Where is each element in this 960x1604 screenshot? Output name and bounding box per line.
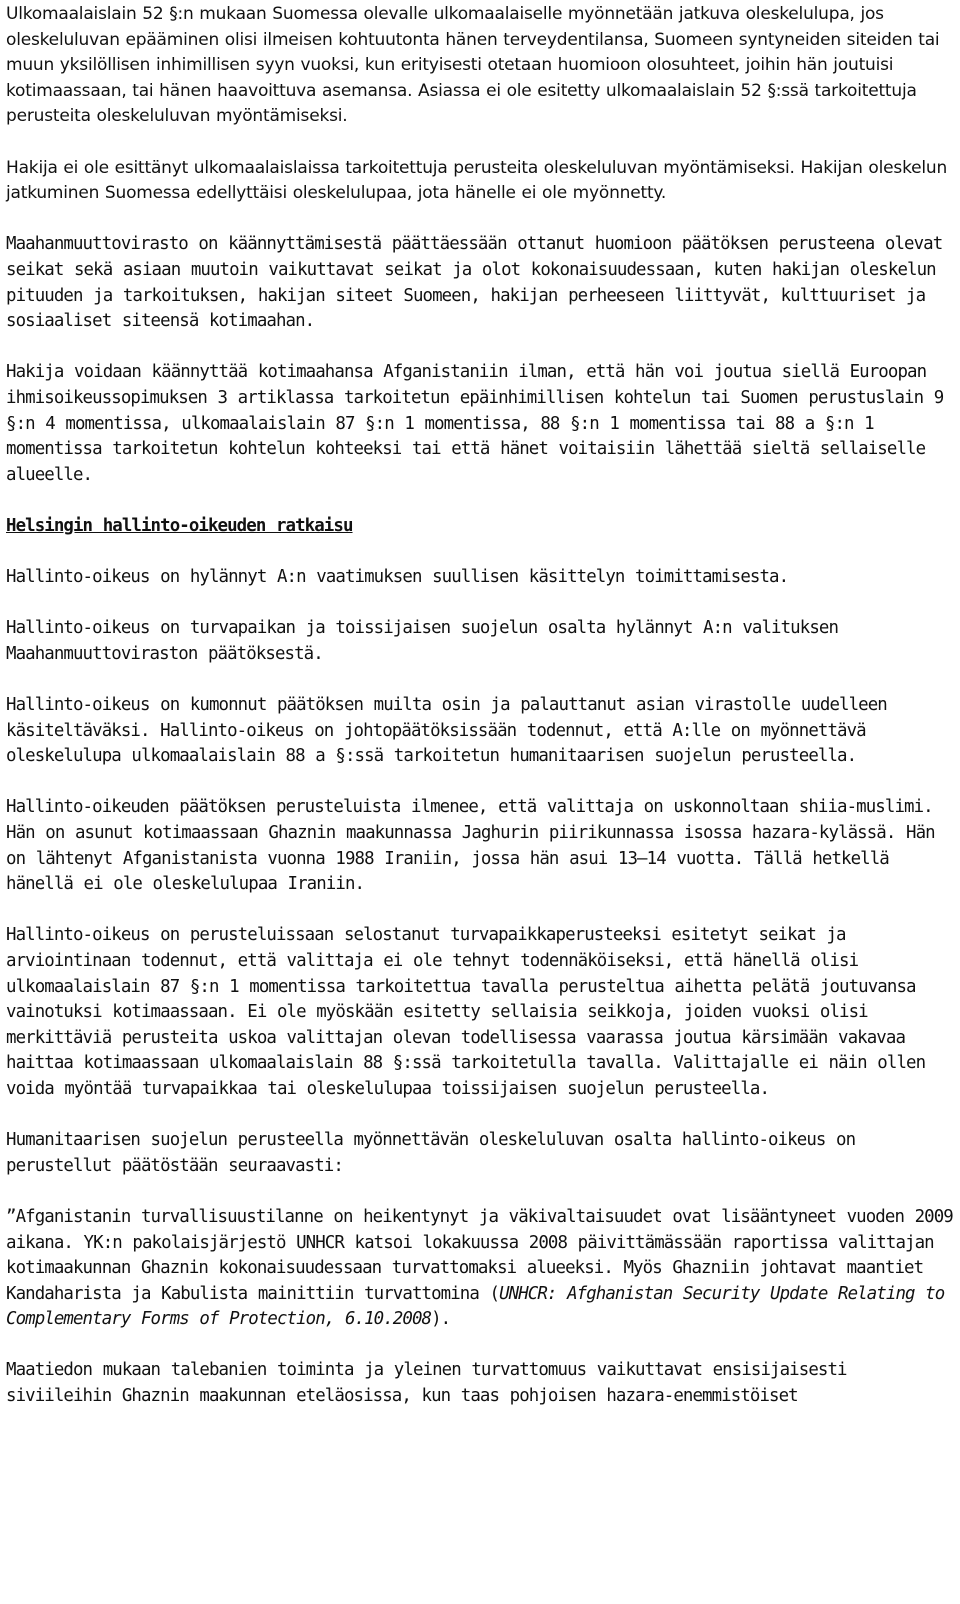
quote-end: ). [431, 1309, 451, 1330]
quote-text: ”Afganistanin turvallisuustilanne on heikentynyt ja väkivaltaisuudet ovat lisääntyneet vuoden 2009 aikana. YK:n pakolaisjärjestö UNHCR katsoi lokakuussa 2008 päivittämässään raportissa valittajan kotimaakunnan Ghaznin kokonaisuudessaan turvattomaksi alueeksi. Myös Ghazniin johtavat maantiet Kandaharista ja Kabulista mainittiin turvattomina ( [6, 1206, 953, 1304]
paragraph-hakija-ei-esittanyt: Hakija ei ole esittänyt ulkomaalaislaissa tarkoitettuja perusteita oleskeluluvan myöntämiseksi. Hakijan oleskelun jatkuminen Suomessa edellyttäisi oleskelulupaa, jota hänelle ei ole myönnetty. [6, 157, 948, 204]
paragraph-kaannyttaminen: Hakija voidaan käännyttää kotimaahansa Afganistaniin ilman, että hän voi joutua siellä Euroopan ihmisoikeussopimuksen 3 artiklassa tarkoitetun epäinhimillisen kohtelun tai Suomen perustuslain 9 §:n 4 momentissa, ulkomaalaislain 87 §:n 1 momentissa, 88 §:n 1 momentissa tai 88 a §:n 1 momentissa tarkoitetun kohtelun kohteeksi tai että hänet voitaisiin lähettää sieltä sellaiselle alueelle. [6, 362, 944, 485]
paragraph-turvapaikka-hylatty: Hallinto-oikeus on turvapaikan ja toissijaisen suojelun osalta hylännyt A:n valituksen Maahanmuuttoviraston päätöksestä. [6, 618, 839, 664]
paragraph-arviointi: Hallinto-oikeus on perusteluissaan selostanut turvapaikkaperusteeksi esitetyt seikat ja arviointinaan todennut, että valittaja ei ole tehnyt todennäköiseksi, että hänellä olisi ulkomaalaislain 87 §:n 1 momentissa tarkoitettua tavalla perusteltua aihetta pelätä joutuvansa vainotuksi kotimaassaan. Ei ole myöskään esitetty sellaisia seikkoja, joiden vuoksi olisi merkittäviä perusteita uskoa valittajan olevan todellisessa vaarassa joutua kärsimään vakavaa haittaa kotimaassaan ulkomaalaislain 88 §:ssä tarkoitetulla tavalla. Valittajalle ei näin ollen voida myöntää turvapaikkaa tai oleskelulupaa toissijaisen suojelun perusteella. [6, 925, 926, 1099]
paragraph-suullinen-kasittely: Hallinto-oikeus on hylännyt A:n vaatimuksen suullisen käsittelyn toimittamisesta. [6, 567, 789, 588]
paragraph-perustelut: Hallinto-oikeuden päätöksen perusteluista ilmenee, että valittaja on uskonnoltaan shiia-muslimi. Hän on asunut kotimaassaan Ghaznin maakunnassa Jaghurin piirikunnassa isossa hazara-kylässä. Hän on lähtenyt Afganistanista vuonna 1988 Iraniin, jossa hän asui 13—14 vuotta. Tällä hetkellä hänellä ei ole oleskelulupaa Iraniin. [6, 797, 935, 895]
paragraph-maatieto: Maatiedon mukaan talebanien toiminta ja yleinen turvattomuus vaikuttavat ensisijaisesti siviileihin Ghaznin maakunnan eteläosissa, kun taas pohjoisen hazara-enemmistöiset [6, 1360, 847, 1407]
section-heading: Helsingin hallinto-oikeuden ratkaisu [6, 515, 353, 536]
paragraph-humanitaarinen: Humanitaarisen suojelun perusteella myönnettävän oleskeluluvan osalta hallinto-oikeus on perustellut päätöstään seuraavasti: [6, 1130, 856, 1176]
paragraph-quote [6, 1205, 954, 1333]
paragraph-maahanmuuttovirasto: Maahanmuuttovirasto on käännyttämisestä päättäessään ottanut huomioon päätöksen perusteena olevat seikat sekä asiaan muutoin vaikuttavat seikat ja olot kokonaisuudessaan, kuten hakijan oleskelun pituuden ja tarkoituksen, hakijan siteet Suomeen, hakijan perheeseen liittyvät, kulttuuriset ja sosiaaliset siteensä kotimaahan. [6, 234, 943, 332]
paragraph-ulkomaalaislain-52: Ulkomaalaislain 52 §:n mukaan Suomessa olevalle ulkomaalaiselle myönnetään jatkuva oleskelulupa, jos oleskeluluvan epääminen olisi ilmeisen kohtuutonta hänen terveydentilansa, Suomeen syntyneiden siteiden tai muun yksilöllisen inhimillisen syyn vuoksi, kun erityisesti otetaan huomioon olosuhteet, joihin hän joutuisi kotimaassaan, tai hänen haavoittuva asemansa. Asiassa ei ole esitetty ulkomaalaislain 52 §:ssä tarkoitettuja perusteita oleskeluluvan myöntämiseksi. [6, 4, 940, 127]
quote-citation: UNHCR: Afghanistan Security Update Relating to Complementary Forms of Protection, 6.10.2008 [6, 1283, 945, 1330]
paragraph-kumottu: Hallinto-oikeus on kumonnut päätöksen muilta osin ja palauttanut asian virastolle uudelleen käsiteltäväksi. Hallinto-oikeus on johtopäätöksissään todennut, että A:lle on myönnettävä oleskelulupa ulkomaalaislain 88 a §:ssä tarkoitetun humanitaarisen suojelun perusteella. [6, 695, 887, 767]
